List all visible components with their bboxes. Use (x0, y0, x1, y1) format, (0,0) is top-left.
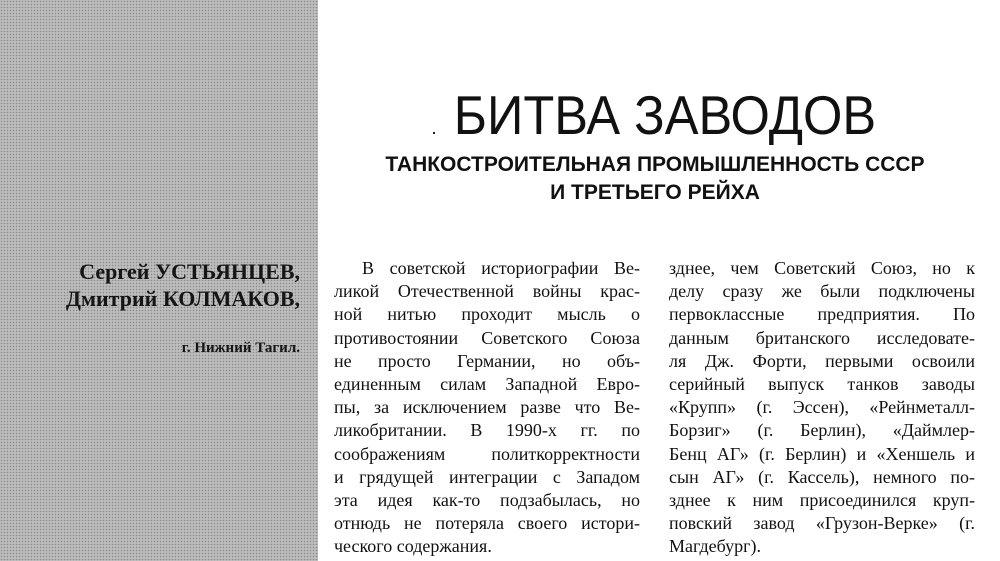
text-line: соображениям политкорректности (334, 443, 640, 464)
text-line: Бенц АГ» (г. Берлин) и «Хеншель и (669, 443, 975, 464)
subtitle-line-2: И ТРЕТЬЕГО РЕЙХА (550, 181, 760, 204)
author-names (66, 258, 300, 312)
text-line: «Крупп» (г. Эссен), «Рейнметалл- (669, 397, 975, 418)
gray-sidebar (0, 0, 318, 561)
text-line: ческого содержания. (334, 536, 492, 557)
text-line: противостоянии Советского Союза (334, 327, 640, 348)
author-1: Сергей УСТЬЯНЦЕВ, (79, 259, 300, 284)
text-line: Борзиг» (г. Берлин), «Даймлер- (669, 420, 975, 441)
text-line: повский завод «Грузон-Верке» (г. (669, 513, 975, 534)
text-line: ля Дж. Форти, первыми освоили (669, 350, 975, 371)
author-2: Дмитрий КОЛМАКОВ, (65, 286, 300, 311)
text-line: делу сразу же были подключены (669, 281, 975, 302)
text-line: ликобритании. В 1990-х гг. по (334, 420, 640, 441)
text-line: не просто Германии, но объ- (334, 350, 640, 371)
text-line: ликой Отечественной войны крас- (334, 281, 640, 302)
text-line: данным британского исследовате- (669, 327, 975, 348)
text-line: и грядущей интеграции с Западом (334, 466, 640, 487)
text-column-right (669, 257, 975, 559)
text-line: первоклассные предприятия. По (669, 304, 975, 325)
text-line: сын АГ» (г. Кассель), немного по- (669, 466, 975, 487)
text-line: эта идея как-то подзабылась, но (334, 490, 640, 511)
text-line: отнюдь не потеряла своего истори- (334, 513, 640, 534)
text-line: зднее к ним присоединился круп- (669, 490, 975, 511)
text-column-left (334, 257, 640, 559)
text-line: Магдебург). (669, 536, 761, 557)
text-line: единенным силам Западной Евро- (334, 374, 640, 395)
article-subtitle (330, 151, 980, 207)
text-line: ной нитью проходит мысль о (334, 304, 640, 325)
subtitle-line-1: ТАНКОСТРОИТЕЛЬНАЯ ПРОМЫШЛЕННОСТЬ СССР (385, 153, 925, 176)
text-line: пы, за исключением разве что Ве- (334, 397, 640, 418)
text-line: зднее, чем Советский Союз, но к (669, 258, 975, 278)
author-city: г. Нижний Тагил. (181, 340, 300, 356)
text-line: В советской историографии Ве- (362, 258, 640, 278)
text-line: серийный выпуск танков заводы (669, 374, 975, 395)
article-title: БИТВА ЗАВОДОВ (453, 84, 877, 146)
